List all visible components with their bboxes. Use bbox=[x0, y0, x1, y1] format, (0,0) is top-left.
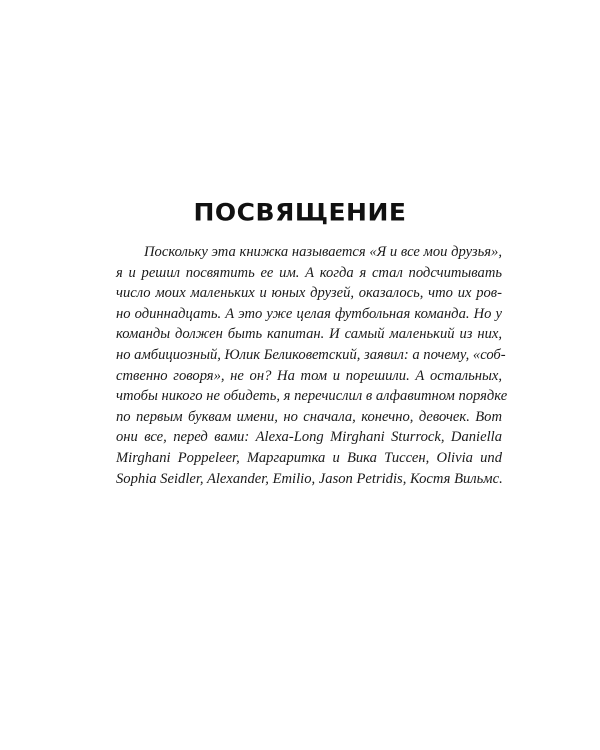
text-line: они все, перед вами: Alexa-Long Mirghani Sturrock, Daniella bbox=[116, 429, 502, 446]
dedication-text bbox=[116, 242, 508, 489]
page-title: ПОСВЯЩЕНИЕ bbox=[193, 198, 407, 227]
text-line: Поскольку эта книжка называется «Я и все мои друзья», bbox=[144, 244, 502, 260]
text-line: но одиннадцать. А это уже целая футбольная команда. Но у bbox=[116, 305, 502, 322]
text-line: ственно говоря», не он? На том и порешили. А остальных, bbox=[116, 367, 502, 384]
text-line: число моих маленьких и юных друзей, оказалось, что их ров- bbox=[116, 285, 502, 302]
text-line: чтобы никого не обидеть, я перечислил в алфавитном порядке bbox=[116, 388, 508, 405]
text-line: Sophia Seidler, Alexander, Emilio, Jason Petridis, Костя Вильмс. bbox=[116, 470, 503, 487]
text-line: команды должен быть капитан. И самый маленький из них, bbox=[116, 326, 502, 343]
text-line: я и решил посвятить ее им. А когда я стал подсчитывать bbox=[116, 264, 502, 281]
text-line: но амбициозный, Юлик Беликоветский, заявил: а почему, «соб- bbox=[116, 346, 506, 363]
text-line: по первым буквам имени, но сначала, конечно, девочек. Вот bbox=[116, 408, 502, 425]
text-line: Mirghani Poppeleer, Маргаритка и Вика Тиссен, Olivia und bbox=[116, 449, 502, 466]
